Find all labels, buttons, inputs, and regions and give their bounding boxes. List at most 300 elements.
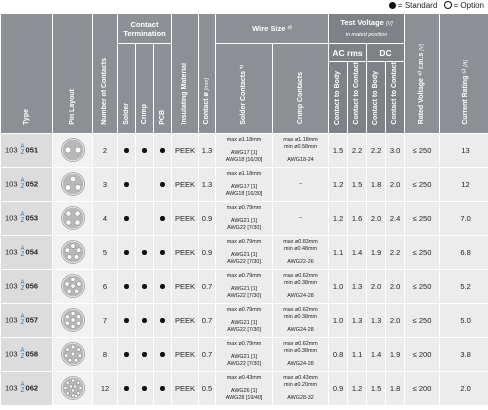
pin-hole bbox=[70, 176, 76, 182]
solder-wire-cell bbox=[216, 269, 273, 303]
standard-bullet-icon bbox=[142, 250, 147, 255]
pin-layout-diagram bbox=[60, 239, 86, 265]
crimp-wire-line: AWG24-28 bbox=[287, 326, 314, 333]
header-ac-contact-to-contact: Contact to Contact bbox=[348, 62, 367, 134]
pin-hole bbox=[71, 345, 75, 349]
current-rating-cell: 7.0 bbox=[440, 201, 488, 235]
ac-contact-to-body-cell: 1.0 bbox=[329, 303, 348, 337]
current-rating-cell: 5.0 bbox=[440, 303, 488, 337]
pin-hole bbox=[76, 248, 81, 253]
crimp-wire-line: max ø0.62mm bbox=[283, 272, 318, 279]
ac-contact-to-body-cell: 1.0 bbox=[329, 269, 348, 303]
pin-hole bbox=[70, 277, 74, 281]
contacts-count-cell: 2 bbox=[93, 133, 118, 167]
type-prefix: 103 bbox=[5, 383, 18, 393]
type-prefix: 103 bbox=[5, 315, 18, 325]
solder-wire-cell bbox=[216, 167, 273, 201]
pin-hole bbox=[65, 315, 69, 319]
solder-wire-line: AWG22 [7/30] bbox=[227, 224, 261, 231]
solder-wire-line: max ø0.79mm bbox=[226, 238, 262, 245]
dc-contact-to-body-cell: 1.3 bbox=[367, 303, 386, 337]
standard-bullet-icon bbox=[124, 318, 129, 323]
standard-bullet-icon bbox=[160, 148, 165, 153]
contacts-count-cell: 6 bbox=[93, 269, 118, 303]
type-code: 052 bbox=[25, 179, 39, 189]
pin-hole bbox=[73, 385, 76, 388]
pin-hole bbox=[65, 248, 70, 253]
crimp-wire-cell bbox=[273, 201, 329, 235]
header-ac-rms: AC rms bbox=[329, 44, 367, 62]
solder-wire-line: AWG21 [1] bbox=[230, 252, 258, 259]
standard-bullet-icon bbox=[124, 250, 129, 255]
pin-hole bbox=[76, 392, 79, 395]
test-voltage-note: in mated position bbox=[345, 31, 388, 38]
header-crimp-contacts: Crimp Contacts bbox=[273, 44, 329, 134]
type-prefix: 103 bbox=[5, 179, 18, 189]
rated-voltage-cell: ≤ 250 bbox=[405, 303, 440, 337]
ac-contact-to-body-cell: 1.2 bbox=[329, 167, 348, 201]
solder-termination-cell bbox=[118, 167, 136, 201]
crimp-wire-line: AWG24-28 bbox=[287, 360, 314, 367]
solder-termination-cell bbox=[118, 371, 136, 405]
header-ac-contact-to-body: Contact to Body bbox=[329, 62, 348, 134]
contact-diameter-cell: 0.7 bbox=[199, 337, 216, 371]
pin-hole bbox=[76, 321, 80, 325]
ac-contact-to-body-cell: 1.1 bbox=[329, 235, 348, 269]
standard-bullet-icon bbox=[160, 182, 165, 187]
crimp-termination-cell bbox=[136, 235, 154, 269]
dc-contact-to-contact-cell: 2.0 bbox=[386, 269, 405, 303]
insulating-material-cell: PEEK bbox=[172, 133, 199, 167]
solder-wire-cell bbox=[216, 133, 273, 167]
pin-hole bbox=[69, 385, 72, 388]
dc-contact-to-contact-cell: 2.2 bbox=[386, 235, 405, 269]
table-row bbox=[1, 337, 488, 371]
standard-bullet-icon bbox=[142, 386, 147, 391]
crimp-wire-line: max ø0.83mm bbox=[283, 238, 318, 245]
solder-wire-line: AWG22 [7/30] bbox=[227, 292, 261, 299]
table-row bbox=[1, 133, 488, 167]
pin-hole bbox=[74, 395, 77, 398]
contact-diameter-cell: 1.3 bbox=[199, 133, 216, 167]
dc-contact-to-contact-cell: 3.0 bbox=[386, 133, 405, 167]
solder-wire-line: AWG17 [1] bbox=[230, 184, 258, 191]
solder-termination-cell bbox=[118, 133, 136, 167]
solder-wire-line: AWG26 [1] bbox=[230, 388, 258, 395]
solder-wire-line: max ø0.43mm bbox=[226, 374, 262, 381]
pin-hole bbox=[71, 394, 74, 397]
pin-layout-cell bbox=[53, 303, 93, 337]
insulating-material-cell: PEEK bbox=[172, 303, 199, 337]
pin-hole bbox=[74, 255, 79, 260]
solder-wire-line: AWG28 [19/40] bbox=[225, 394, 263, 401]
option-circle-icon bbox=[444, 1, 452, 9]
spec-table bbox=[0, 13, 488, 406]
crimp-wire-line: min ø0.58mm bbox=[284, 143, 317, 150]
type-cell bbox=[1, 303, 53, 337]
pcb-termination-cell bbox=[154, 303, 172, 337]
header-dc-contact-to-body: Contact to Body bbox=[367, 62, 386, 134]
legend-standard: = Standard bbox=[397, 1, 438, 10]
solder-wire-line: AWG21 [1] bbox=[230, 354, 258, 361]
pin-hole bbox=[70, 244, 75, 249]
dc-contact-to-body-cell: 1.5 bbox=[367, 371, 386, 405]
pin-layout-cell bbox=[53, 371, 93, 405]
crimp-wire-cell bbox=[273, 235, 329, 269]
contacts-count-cell: 3 bbox=[93, 167, 118, 201]
pin-hole bbox=[70, 318, 74, 322]
ac-contact-to-body-cell: 1.5 bbox=[329, 133, 348, 167]
standard-bullet-icon bbox=[160, 318, 165, 323]
type-prefix: 103 bbox=[5, 247, 18, 257]
pin-layout-cell bbox=[53, 235, 93, 269]
contact-diameter-cell: 0.9 bbox=[199, 235, 216, 269]
dc-contact-to-body-cell: 1.9 bbox=[367, 235, 386, 269]
pin-layout-diagram bbox=[60, 375, 86, 401]
table-row bbox=[1, 201, 488, 235]
header-rated-voltage: Rated Voltage ⁴⁾ r.m.s [V] bbox=[405, 14, 440, 134]
crimp-wire-line: min ø0.38mm bbox=[284, 347, 317, 354]
solder-wire-line: AWG21 [1] bbox=[230, 286, 258, 293]
contacts-count-cell: 4 bbox=[93, 201, 118, 235]
pin-hole bbox=[68, 359, 72, 363]
pin-hole bbox=[65, 321, 69, 325]
header-pcb: PCB bbox=[154, 44, 172, 134]
crimp-wire-cell bbox=[273, 269, 329, 303]
contacts-count-cell: 7 bbox=[93, 303, 118, 337]
standard-bullet-icon bbox=[124, 352, 129, 357]
pcb-termination-cell bbox=[154, 133, 172, 167]
type-prefix: 103 bbox=[5, 213, 18, 223]
type-cell bbox=[1, 167, 53, 201]
crimp-wire-line: min ø0.38mm bbox=[284, 313, 317, 320]
current-rating-cell: 6.8 bbox=[440, 235, 488, 269]
table-row bbox=[1, 269, 488, 303]
dc-contact-to-contact-cell: 1.9 bbox=[386, 337, 405, 371]
ac-contact-to-contact-cell: 2.2 bbox=[348, 133, 367, 167]
insulating-material-cell: PEEK bbox=[172, 201, 199, 235]
pin-layout-diagram bbox=[60, 171, 86, 197]
header-type: Type bbox=[1, 14, 53, 134]
standard-bullet-icon bbox=[142, 352, 147, 357]
pin-hole bbox=[70, 312, 74, 316]
type-cell bbox=[1, 201, 53, 235]
contact-diameter-cell: 1.3 bbox=[199, 167, 216, 201]
header-contact-dia: Contact ø [mm] bbox=[199, 14, 216, 134]
header-dc-contact-to-contact: Contact to Contact bbox=[386, 62, 405, 134]
solder-wire-cell bbox=[216, 235, 273, 269]
pcb-termination-cell bbox=[154, 235, 172, 269]
pin-hole bbox=[75, 185, 81, 191]
contact-diameter-cell: 0.7 bbox=[199, 303, 216, 337]
ac-contact-to-contact-cell: 1.3 bbox=[348, 303, 367, 337]
header-crimp: Crimp bbox=[136, 44, 154, 134]
contact-diameter-cell: 0.9 bbox=[199, 201, 216, 235]
standard-bullet-icon bbox=[142, 284, 147, 289]
ac-contact-to-contact-cell: 1.5 bbox=[348, 167, 367, 201]
type-cell bbox=[1, 133, 53, 167]
pin-hole bbox=[67, 289, 71, 293]
crimp-wire-line: max ø0.43mm bbox=[283, 374, 318, 381]
pin-hole bbox=[76, 315, 80, 319]
type-variant: A Z bbox=[20, 245, 25, 259]
rated-voltage-cell: ≤ 250 bbox=[405, 269, 440, 303]
solder-wire-line: max ø0.79mm bbox=[226, 204, 262, 211]
pin-hole bbox=[71, 389, 74, 392]
standard-bullet-icon bbox=[160, 284, 165, 289]
ac-contact-to-contact-cell: 1.4 bbox=[348, 235, 367, 269]
crimp-termination-cell bbox=[136, 371, 154, 405]
current-rating-cell: 5.2 bbox=[440, 269, 488, 303]
pin-hole bbox=[65, 211, 70, 216]
pcb-termination-cell bbox=[154, 201, 172, 235]
crimp-wire-cell bbox=[273, 303, 329, 337]
rated-voltage-cell: ≤ 250 bbox=[405, 167, 440, 201]
solder-termination-cell bbox=[118, 337, 136, 371]
solder-wire-line: max ø1.18mm bbox=[226, 136, 262, 143]
type-prefix: 103 bbox=[5, 145, 18, 155]
pin-hole bbox=[70, 284, 74, 288]
dc-contact-to-contact-cell: 2.0 bbox=[386, 167, 405, 201]
crimp-termination-cell bbox=[136, 201, 154, 235]
solder-wire-cell bbox=[216, 337, 273, 371]
pin-layout-diagram bbox=[60, 341, 86, 367]
dc-contact-to-contact-cell: 2.0 bbox=[386, 303, 405, 337]
current-rating-cell: 12 bbox=[440, 167, 488, 201]
dc-contact-to-body-cell: 2.0 bbox=[367, 269, 386, 303]
crimp-wire-line: max ø1.18mm bbox=[283, 136, 318, 143]
pin-layout-cell bbox=[53, 133, 93, 167]
type-variant: A Z bbox=[20, 279, 25, 293]
type-variant: A Z bbox=[20, 211, 25, 225]
type-variant: A Z bbox=[20, 313, 25, 327]
type-cell bbox=[1, 371, 53, 405]
solder-wire-line: AWG17 [1] bbox=[230, 150, 258, 157]
rated-voltage-cell: ≤ 250 bbox=[405, 235, 440, 269]
pin-hole bbox=[74, 220, 79, 225]
solder-wire-line: AWG22 [7/30] bbox=[227, 326, 261, 333]
pin-hole bbox=[77, 354, 81, 358]
dc-contact-to-body-cell: 1.8 bbox=[367, 167, 386, 201]
pin-hole bbox=[76, 348, 80, 352]
pin-hole bbox=[66, 392, 69, 395]
standard-bullet-icon bbox=[160, 352, 165, 357]
header-insulating-material: Insulating Material bbox=[172, 14, 199, 134]
crimp-wire-line: min ø0.48mm bbox=[284, 245, 317, 252]
standard-bullet-icon bbox=[160, 386, 165, 391]
type-cell bbox=[1, 337, 53, 371]
type-variant: A Z bbox=[20, 381, 25, 395]
crimp-wire-cell bbox=[273, 371, 329, 405]
crimp-termination-cell bbox=[136, 133, 154, 167]
crimp-wire-line: min ø0.38mm bbox=[284, 279, 317, 286]
solder-wire-line: AWG21 [1] bbox=[230, 218, 258, 225]
pin-layout-diagram bbox=[60, 205, 86, 231]
type-variant: A Z bbox=[20, 177, 25, 191]
crimp-termination-cell bbox=[136, 337, 154, 371]
solder-wire-line: AWG21 [1] bbox=[230, 320, 258, 327]
standard-bullet-icon bbox=[124, 148, 129, 153]
crimp-wire-line: AWG24-28 bbox=[287, 292, 314, 299]
standard-bullet-icon bbox=[124, 216, 129, 221]
pin-hole bbox=[64, 354, 68, 358]
table-row bbox=[1, 371, 488, 405]
crimp-wire-cell bbox=[273, 337, 329, 371]
standard-bullet-icon bbox=[124, 386, 129, 391]
pin-hole bbox=[65, 348, 69, 352]
pin-hole bbox=[74, 211, 79, 216]
type-code: 051 bbox=[25, 145, 39, 155]
rated-voltage-cell: ≤ 250 bbox=[405, 201, 440, 235]
solder-wire-line: AWG22 [7/30] bbox=[227, 258, 261, 265]
pin-layout-cell bbox=[53, 337, 93, 371]
header-wire-size: Wire Size ²⁾ bbox=[216, 14, 329, 44]
rated-voltage-cell: ≤ 200 bbox=[405, 337, 440, 371]
ac-contact-to-contact-cell: 1.1 bbox=[348, 337, 367, 371]
pcb-termination-cell bbox=[154, 269, 172, 303]
pin-hole bbox=[65, 185, 71, 191]
header-solder: Solder bbox=[118, 44, 136, 134]
pin-hole bbox=[71, 352, 75, 356]
standard-bullet-icon bbox=[389, 2, 396, 9]
solder-termination-cell bbox=[118, 235, 136, 269]
solder-wire-line: max ø0.79mm bbox=[226, 272, 262, 279]
pin-hole bbox=[76, 282, 80, 286]
type-variant: A Z bbox=[20, 347, 25, 361]
crimp-wire-cell bbox=[273, 167, 329, 201]
standard-bullet-icon bbox=[124, 182, 129, 187]
pin-hole bbox=[65, 147, 71, 153]
legend-option: = Option bbox=[453, 1, 484, 10]
crimp-wire-line: – bbox=[299, 214, 303, 221]
ac-contact-to-body-cell: 0.9 bbox=[329, 371, 348, 405]
pin-layout-cell bbox=[53, 167, 93, 201]
solder-termination-cell bbox=[118, 303, 136, 337]
ac-contact-to-contact-cell: 1.2 bbox=[348, 371, 367, 405]
pin-layout-diagram bbox=[60, 307, 86, 333]
insulating-material-cell: PEEK bbox=[172, 235, 199, 269]
standard-bullet-icon bbox=[124, 284, 129, 289]
insulating-material-cell: PEEK bbox=[172, 269, 199, 303]
crimp-wire-line: – bbox=[299, 180, 303, 187]
contacts-count-cell: 5 bbox=[93, 235, 118, 269]
standard-bullet-icon bbox=[142, 318, 147, 323]
current-rating-cell: 13 bbox=[440, 133, 488, 167]
standard-bullet-icon bbox=[160, 216, 165, 221]
solder-wire-cell bbox=[216, 201, 273, 235]
solder-wire-line: AWG18 [16/30] bbox=[225, 190, 263, 197]
solder-termination-cell bbox=[118, 269, 136, 303]
pin-hole bbox=[67, 255, 72, 260]
type-code: 062 bbox=[25, 383, 39, 393]
crimp-termination-cell bbox=[136, 269, 154, 303]
pcb-termination-cell bbox=[154, 167, 172, 201]
type-cell bbox=[1, 235, 53, 269]
pin-hole bbox=[64, 282, 68, 286]
dc-contact-to-contact-cell: 2.4 bbox=[386, 201, 405, 235]
type-cell bbox=[1, 269, 53, 303]
pin-hole bbox=[78, 387, 81, 390]
header-current-rating: Current Rating ⁵⁾ [A] bbox=[440, 14, 488, 134]
insulating-material-cell: PEEK bbox=[172, 371, 199, 405]
solder-wire-cell bbox=[216, 371, 273, 405]
header-test-voltage: Test Voltage [V] in mated position bbox=[329, 14, 405, 44]
rated-voltage-cell: ≤ 250 bbox=[405, 133, 440, 167]
pin-hole bbox=[76, 381, 79, 384]
pin-layout-diagram bbox=[60, 273, 86, 299]
pcb-termination-cell bbox=[154, 371, 172, 405]
type-prefix: 103 bbox=[5, 349, 18, 359]
solder-termination-cell bbox=[118, 201, 136, 235]
pin-hole bbox=[74, 359, 78, 363]
pin-hole bbox=[71, 379, 74, 382]
pin-hole bbox=[66, 381, 69, 384]
pin-hole bbox=[74, 289, 78, 293]
type-code: 058 bbox=[25, 349, 39, 359]
crimp-wire-line: AWG28-32 bbox=[287, 394, 314, 401]
crimp-wire-line: min ø0.20mm bbox=[284, 381, 317, 388]
current-rating-cell: 3.8 bbox=[440, 337, 488, 371]
type-code: 054 bbox=[25, 247, 39, 257]
pin-hole bbox=[65, 220, 70, 225]
standard-bullet-icon bbox=[160, 250, 165, 255]
contact-diameter-cell: 0.7 bbox=[199, 269, 216, 303]
pin-layout-cell bbox=[53, 201, 93, 235]
header-pin-layout: Pin Layout bbox=[53, 14, 93, 134]
crimp-termination-cell bbox=[136, 167, 154, 201]
contact-diameter-cell: 0.5 bbox=[199, 371, 216, 405]
contacts-count-cell: 8 bbox=[93, 337, 118, 371]
pin-hole bbox=[70, 325, 74, 329]
header-number-of-contacts: Number of Contacts bbox=[93, 14, 118, 134]
type-prefix: 103 bbox=[5, 281, 18, 291]
pcb-termination-cell bbox=[154, 337, 172, 371]
ac-contact-to-contact-cell: 1.6 bbox=[348, 201, 367, 235]
type-code: 057 bbox=[25, 315, 39, 325]
solder-wire-line: AWG22 [7/30] bbox=[227, 360, 261, 367]
solder-wire-line: max ø0.79mm bbox=[226, 340, 262, 347]
rated-voltage-cell: ≤ 200 bbox=[405, 371, 440, 405]
crimp-wire-line: AWG18-24 bbox=[287, 156, 314, 163]
dc-contact-to-body-cell: 2.2 bbox=[367, 133, 386, 167]
solder-wire-line: max ø0.79mm bbox=[226, 306, 262, 313]
header-contact-termination: Contact Termination bbox=[118, 14, 172, 44]
crimp-wire-line: AWG22-26 bbox=[287, 258, 314, 265]
legend bbox=[389, 0, 484, 12]
pin-hole bbox=[75, 147, 81, 153]
type-code: 056 bbox=[25, 281, 39, 291]
solder-wire-line: AWG18 [16/30] bbox=[225, 156, 263, 163]
pin-layout-diagram bbox=[60, 137, 86, 163]
insulating-material-cell: PEEK bbox=[172, 337, 199, 371]
pin-layout-cell bbox=[53, 269, 93, 303]
crimp-wire-line: max ø0.62mm bbox=[283, 306, 318, 313]
crimp-wire-line: max ø0.62mm bbox=[283, 340, 318, 347]
crimp-wire-cell bbox=[273, 133, 329, 167]
table-row bbox=[1, 303, 488, 337]
dc-contact-to-contact-cell: 1.8 bbox=[386, 371, 405, 405]
solder-wire-cell bbox=[216, 303, 273, 337]
ac-contact-to-contact-cell: 1.3 bbox=[348, 269, 367, 303]
header-dc: DC bbox=[367, 44, 405, 62]
dc-contact-to-body-cell: 2.0 bbox=[367, 201, 386, 235]
table-row bbox=[1, 235, 488, 269]
ac-contact-to-body-cell: 0.8 bbox=[329, 337, 348, 371]
pin-hole bbox=[63, 387, 66, 390]
test-voltage-label: Test Voltage bbox=[340, 17, 384, 27]
standard-bullet-icon bbox=[142, 148, 147, 153]
insulating-material-cell: PEEK bbox=[172, 167, 199, 201]
